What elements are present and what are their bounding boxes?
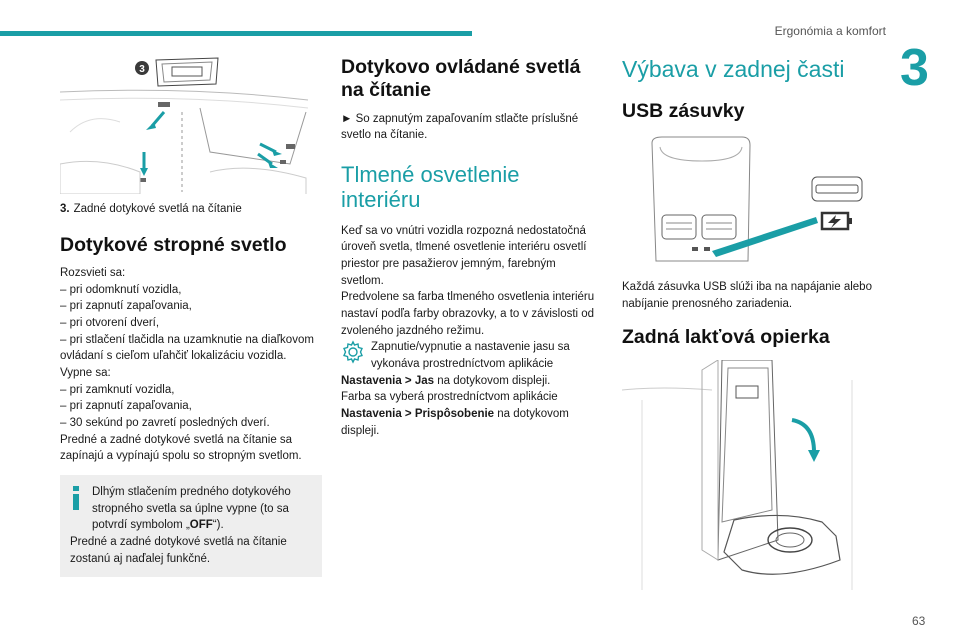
text-line: – pri otvorení dverí,	[60, 316, 160, 329]
text-line: Predné a zadné dotykové svetlá na čítanie sa zapínajú a vypínajú spolu so stropným svetlom.	[60, 433, 302, 463]
header-accent-bar	[0, 31, 472, 36]
figure-marker: 3	[139, 64, 145, 75]
ambient-paragraph-1: Keď sa vo vnútri vozidla rozpozná nedostatočná úroveň svetla, tlmené osvetlenie interiéru osvetlí priestor pre pasažierov jemným, farebným svetlom.	[341, 224, 587, 287]
usb-figure	[622, 133, 892, 269]
text-line: – pri zapnutí zapaľovania,	[60, 400, 192, 413]
gear-path-line: Nastavenia > Jas na dotykovom displeji.	[341, 374, 551, 387]
section-title: Ergonómia a komfort	[774, 24, 886, 38]
gear-icon	[341, 340, 365, 364]
heading-touch-reading-lights: Dotykovo ovládané svetlá na čítanie	[341, 56, 581, 102]
battery-charge-icon	[822, 213, 852, 229]
text-line: – pri stlačení tlačidla na uzamknutie na diaľkovom ovládaní s cieľom uľahčiť lokalizáciu vozidla.	[60, 333, 314, 363]
text-line: – pri zamknutí vozidla,	[60, 383, 175, 396]
note-line-1: Dlhým stlačením predného dotykového stropného svetla sa úplne vypne (to sa potvrdí symbolom „OFF“).	[92, 485, 291, 532]
column-3	[622, 56, 892, 594]
text-line: – pri odomknutí vozidla,	[60, 283, 182, 296]
text-line: Rozsvieti sa:	[60, 266, 126, 279]
heading-rear-equipment: Výbava v zadnej časti	[622, 56, 845, 82]
page-number: 63	[912, 614, 926, 628]
column-2	[341, 56, 601, 439]
rear-reading-lights-figure	[60, 52, 322, 194]
settings-tip	[341, 339, 601, 372]
heading-ambient-lighting: Tlmené osvetlenie interiéru	[341, 162, 520, 213]
column-1	[60, 52, 322, 577]
heading-dome-light: Dotykové stropné svetlo	[60, 233, 287, 256]
heading-usb: USB zásuvky	[622, 99, 745, 122]
figure-caption: 3. Zadné dotykové svetlá na čítanie	[60, 203, 242, 215]
heading-rear-armrest: Zadná lakťová opierka	[622, 326, 830, 349]
armrest-figure	[622, 360, 892, 594]
dome-light-text	[60, 265, 322, 465]
chapter-number: 3	[900, 39, 929, 97]
ambient-paragraph-3: Farba sa vyberá prostredníctvom aplikácie Nastavenia > Prispôsobenie na dotykovom displeji.	[341, 391, 569, 437]
text-line: – pri zapnutí zapaľovania,	[60, 300, 192, 313]
note-line-2: Predné a zadné dotykové svetlá na čítanie zostanú aj naďalej funkčné.	[70, 535, 287, 565]
info-note	[60, 475, 322, 577]
bullet-instruction: ► So zapnutým zapaľovaním stlačte príslušné svetlo na čítanie.	[341, 112, 579, 142]
text-line: Vypne sa:	[60, 366, 111, 379]
info-icon	[68, 486, 84, 510]
usb-text: Každá zásuvka USB slúži iba na napájanie alebo nabíjanie prenosného zariadenia.	[622, 280, 872, 310]
ambient-paragraph-2: Predvolene sa farba tlmeného osvetlenia interiéru nastaví podľa farby obrazovky, a to v závislosti od zvoleného jazdného režimu.	[341, 291, 595, 337]
gear-text: Zapnutie/vypnutie a nastavenie jasu sa vykonáva prostredníctvom aplikácie	[371, 341, 570, 371]
text-line: – 30 sekúnd po zavretí posledných dverí.	[60, 416, 270, 429]
